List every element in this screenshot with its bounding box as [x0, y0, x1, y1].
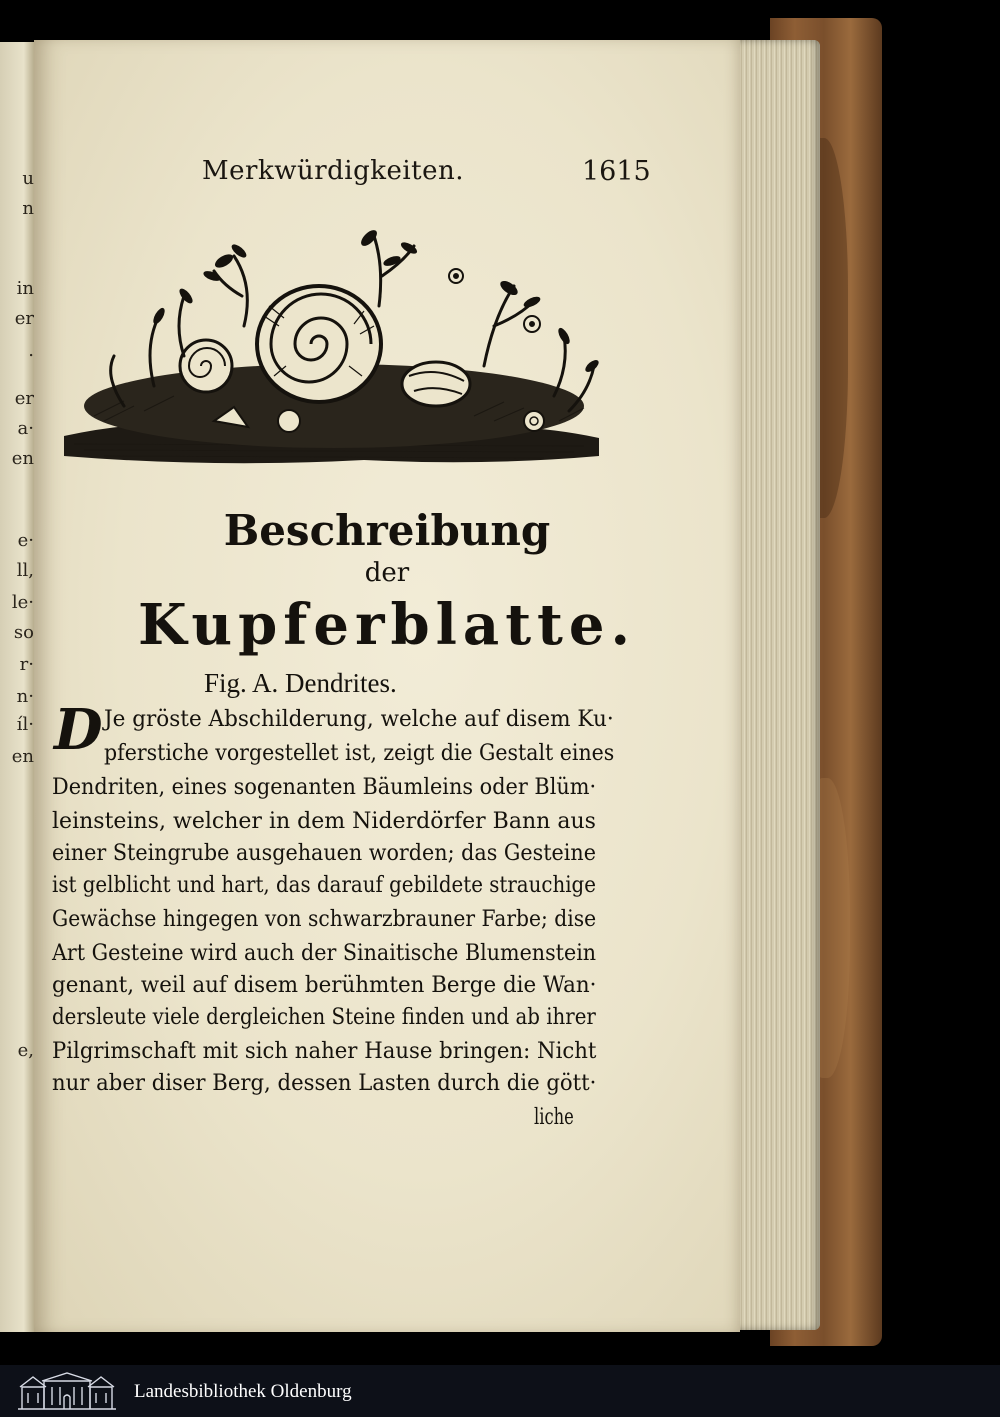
snail-shell-large [257, 286, 381, 402]
left-page-text-fragment: en [11, 746, 34, 767]
left-page-text-fragment: n· [16, 686, 34, 707]
left-page-text-fragment: er [14, 388, 34, 409]
left-page-text-fragment: e, [17, 1040, 34, 1061]
body-text-line: liche [534, 1104, 574, 1130]
left-page-text-fragment: íl· [16, 714, 34, 735]
woodcut-vignette-shells-plants [64, 216, 599, 468]
heading-kupferblatte: Kupferblatte. [137, 592, 637, 658]
page-edges [728, 40, 820, 1330]
left-page-text-fragment: e· [17, 530, 34, 551]
body-text-line: leinsteins, welcher in dem Niderdörfer Bann aus [52, 808, 596, 834]
library-footer-bar [0, 1365, 1000, 1417]
left-page-text-fragment: ll, [16, 560, 34, 581]
main-page [34, 40, 740, 1332]
left-page-text-fragment: n [22, 198, 34, 219]
snail-shell-small [180, 340, 232, 392]
left-page-text-fragment: a· [17, 418, 34, 439]
left-page-text-fragment: u [22, 168, 34, 189]
library-name: Landesbibliothek Oldenburg [134, 1381, 352, 1402]
left-page-text-fragment: so [13, 622, 34, 643]
heading-beschreibung: Beschreibung [223, 506, 551, 555]
body-text-line: genant, weil auf disem berühmten Berge die Wan· [52, 972, 597, 998]
left-page-text-fragment: le· [11, 592, 34, 613]
left-page-fragment [0, 42, 34, 1332]
body-text-line: nur aber diser Berg, dessen Lasten durch die gött· [52, 1070, 597, 1096]
library-building-logo-icon [14, 1371, 120, 1411]
figure-caption: Fig. A. Dendrites. [204, 668, 397, 698]
running-head: Merkwürdigkeiten. [202, 156, 465, 186]
body-text-line: dersleute viele dergleichen Steine finden und ab ihrer [52, 1004, 596, 1030]
body-text-line: pferstiche vorgestellet ist, zeigt die Gestalt eines [104, 740, 615, 766]
left-page-text-fragment: r· [19, 654, 34, 675]
left-page-text-fragment: er [14, 308, 34, 329]
cone-shell [402, 362, 470, 406]
left-page-text-fragment: en [11, 448, 34, 469]
drop-cap: D [54, 697, 103, 763]
body-text-line: Gewächse hingegen von schwarzbrauner Farbe; dise [52, 906, 597, 932]
body-text-line: einer Steingrube ausgehauen worden; das Gesteine [52, 840, 596, 866]
body-text-line: Dendriten, eines sogenanten Bäumleins oder Blüm· [52, 774, 597, 800]
left-page-text-fragment: . [28, 340, 34, 361]
body-text-line: Art Gesteine wird auch der Sinaitische Blumenstein [52, 940, 597, 966]
heading-der: der [364, 558, 410, 588]
left-page-text-fragment: in [16, 278, 34, 299]
body-text-line: Pilgrimschaft mit sich naher Hause bringen: Nicht [52, 1038, 597, 1064]
page-number: 1615 [582, 156, 651, 187]
body-text-line: Je gröste Abschilderung, welche auf disem Ku· [104, 706, 614, 732]
body-text-line: ist gelblicht und hart, das darauf gebildete strauchige [52, 872, 596, 898]
